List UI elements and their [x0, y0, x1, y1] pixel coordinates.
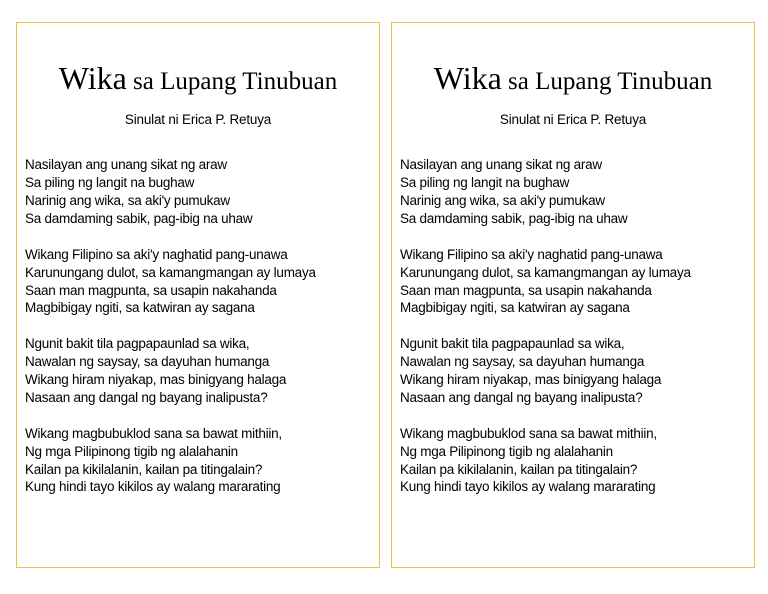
stanza-2	[25, 246, 379, 318]
poem-line: Nasaan ang dangal ng bayang inalipusta?	[25, 389, 268, 405]
poem-line: Wikang magbubuklod sana sa bawat mithiin,	[25, 425, 282, 441]
stanza-1	[400, 156, 754, 228]
poem-line: Wikang hiram niyakap, mas binigyang halaga	[25, 372, 287, 388]
poem-line: Saan man magpunta, sa usapin nakahanda	[400, 282, 652, 298]
poem-line: Narinig ang wika, sa aki'y pumukaw	[400, 193, 605, 208]
poem-title	[392, 61, 754, 96]
poem-line: Wikang magbubuklod sana sa bawat mithiin,	[400, 425, 657, 441]
stanza-2	[400, 246, 754, 318]
poem-card-right	[391, 22, 755, 568]
poem-line: Wikang hiram niyakap, mas binigyang halaga	[400, 372, 662, 388]
stanza-3	[400, 335, 754, 407]
poem-line: Narinig ang wika, sa aki'y pumukaw	[25, 193, 230, 208]
poem-line: Nawalan ng saysay, sa dayuhan humanga	[400, 354, 645, 370]
poem-line: Nasilayan ang unang sikat ng araw	[25, 157, 227, 173]
poem-line: Kailan pa kikilalanin, kailan pa titingalain?	[25, 461, 263, 477]
stanza-4	[400, 425, 754, 497]
poem-title	[17, 61, 379, 96]
poem-line: Magbibigay ngiti, sa katwiran ay sagana	[25, 300, 255, 316]
poem-line: Kung hindi tayo kikilos ay walang mararating	[25, 479, 281, 495]
poem-line: Karunungang dulot, sa kamangmangan ay lumaya	[25, 264, 316, 280]
poem-line: Sa damdaming sabik, pag-ibig na uhaw	[25, 210, 253, 226]
poem-line: Ngunit bakit tila pagpapaunlad sa wika,	[400, 336, 625, 352]
poem-title-rest: sa Lupang Tinubuan	[126, 68, 338, 95]
poem-line: Sa piling ng langit na bughaw	[25, 175, 195, 191]
poem-line: Wikang Filipino sa aki'y naghatid pang-unawa	[25, 246, 288, 262]
poem-body	[25, 156, 379, 496]
stanza-3	[25, 335, 379, 407]
poem-line: Ng mga Pilipinong tigib ng alalahanin	[25, 443, 238, 459]
poem-body	[400, 156, 754, 496]
poem-line: Nasaan ang dangal ng bayang inalipusta?	[400, 389, 643, 405]
stanza-4	[25, 425, 379, 497]
poem-line: Sa damdaming sabik, pag-ibig na uhaw	[400, 210, 628, 226]
poem-card-left	[16, 22, 380, 568]
poem-line: Sa piling ng langit na bughaw	[400, 175, 570, 191]
poem-line: Saan man magpunta, sa usapin nakahanda	[25, 282, 277, 298]
poem-line: Kung hindi tayo kikilos ay walang mararating	[400, 479, 656, 495]
poem-line: Nawalan ng saysay, sa dayuhan humanga	[25, 354, 270, 370]
stanza-1	[25, 156, 379, 228]
poem-title-main: Wika	[433, 60, 502, 96]
poem-line: Nasilayan ang unang sikat ng araw	[400, 157, 602, 173]
poem-line: Magbibigay ngiti, sa katwiran ay sagana	[400, 300, 630, 316]
poem-line: Ng mga Pilipinong tigib ng alalahanin	[400, 443, 613, 459]
poem-line: Karunungang dulot, sa kamangmangan ay lumaya	[400, 264, 691, 280]
poem-title-rest: sa Lupang Tinubuan	[501, 68, 713, 95]
poem-byline: Sinulat ni Erica P. Retuya	[124, 112, 272, 128]
poem-line: Kailan pa kikilalanin, kailan pa titingalain?	[400, 461, 638, 477]
poem-line: Wikang Filipino sa aki'y naghatid pang-unawa	[400, 246, 663, 262]
poem-byline: Sinulat ni Erica P. Retuya	[499, 112, 647, 128]
poem-title-main: Wika	[58, 60, 127, 96]
poem-line: Ngunit bakit tila pagpapaunlad sa wika,	[25, 336, 250, 352]
